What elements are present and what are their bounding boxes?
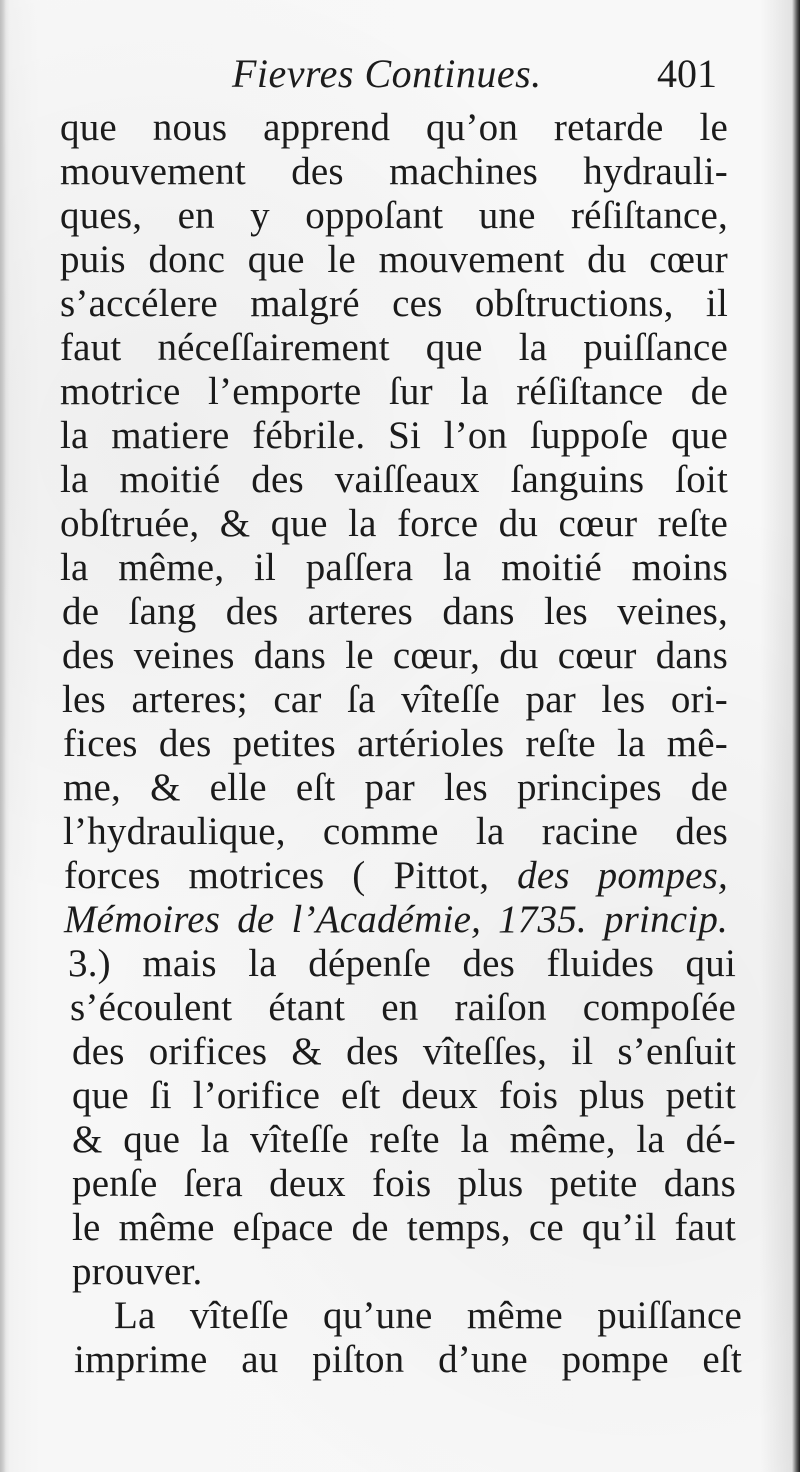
text-line: Mémoires de l’Académie, 1735. princip. — [64, 898, 728, 941]
text-line: l’hydraulique, comme la racine des — [63, 810, 728, 853]
text-line — [64, 854, 728, 898]
page-edge-shadow — [0, 0, 6, 1472]
text-line: les arteres; car ſa vîteſſe par les ori- — [62, 678, 728, 721]
text-line: penſe ſera deux fois plus petite dans — [72, 1162, 736, 1205]
text-line: puis donc que le mouvement du cœur — [60, 238, 728, 281]
text-line: imprime au piſton d’une pompe eſt — [74, 1338, 742, 1381]
text-line: prouver. — [72, 1250, 203, 1293]
text-line: de ſang des arteres dans les veines, — [62, 590, 728, 633]
text-line: motrice l’emporte ſur la réſiſtance de — [60, 370, 728, 413]
text-line: des veines dans le cœur, du cœur dans — [62, 634, 728, 677]
text-line: le même eſpace de temps, ce qu’il faut — [72, 1206, 736, 1249]
text-line: la matiere fébrile. Si l’on ſuppoſe que — [60, 414, 728, 457]
text-line: obſtruée, & que la force du cœur reſte — [60, 502, 728, 545]
text-line: faut néceſſairement que la puiſſance — [60, 326, 728, 369]
text-line: & que la vîteſſe reſte la même, la dé- — [72, 1118, 736, 1161]
text-line: s’accélere malgré ces obſtructions, il — [60, 282, 728, 325]
text-line: me, & elle eſt par les principes de — [63, 766, 728, 809]
text-line: fices des petites artérioles reſte la mê- — [63, 722, 728, 765]
text-line: que nous apprend qu’on retarde le — [60, 106, 728, 149]
text-line-italic: des pompes, — [517, 854, 728, 897]
text-line: la même, il paſſera la moitié moins — [60, 546, 728, 589]
text-line: des orifices & des vîteſſes, il s’enſuit — [72, 1030, 736, 1073]
running-head — [0, 48, 800, 100]
text-line: s’écoulent étant en raiſon compoſée — [70, 986, 736, 1029]
text-line: La vîteſſe qu’une même puiſſance — [114, 1294, 742, 1337]
text-line: ques, en y oppoſant une réſiſtance, — [60, 194, 728, 237]
text-line: mouvement des machines hydrauli- — [60, 150, 728, 193]
text-line: la moitié des vaiſſeaux ſanguins ſoit — [60, 458, 728, 501]
text-line: 3.) mais la dépenſe des fluides qui — [68, 942, 736, 985]
text-line-roman: forces motrices ( Pittot, — [64, 854, 518, 897]
text-line: que ſi l’orifice eſt deux fois plus petit — [72, 1074, 736, 1117]
running-title: Fievres Continues. — [232, 51, 542, 96]
page-number: 401 — [657, 51, 717, 96]
